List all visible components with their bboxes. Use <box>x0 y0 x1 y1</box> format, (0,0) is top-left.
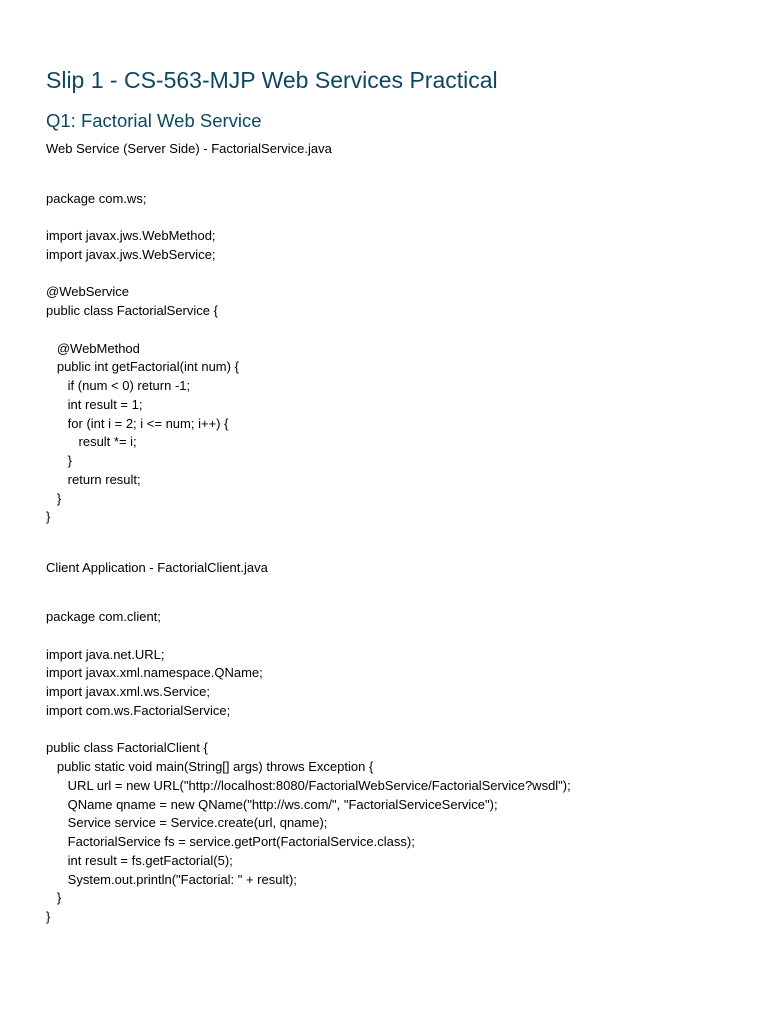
code-line: QName qname = new QName("http://ws.com/", "FactorialServiceService"); <box>46 796 498 812</box>
code-line: int result = 1; <box>46 396 143 412</box>
code-line <box>46 721 571 740</box>
code-line: public int getFactorial(int num) { <box>46 359 239 375</box>
code-line: public class FactorialClient { <box>46 740 208 756</box>
server-code-block <box>46 190 239 528</box>
code-line: } <box>46 909 51 924</box>
code-line: } <box>46 453 73 468</box>
code-line: import java.net.URL; <box>46 646 165 662</box>
code-line: @WebService <box>46 284 130 300</box>
code-line: Service service = Service.create(url, qname); <box>46 815 328 831</box>
code-line: URL url = new URL("http://localhost:8080/FactorialWebService/FactorialService?wsdl"); <box>46 777 571 793</box>
code-line: } <box>46 509 51 525</box>
code-line <box>46 208 239 227</box>
code-line: public class FactorialService { <box>46 303 218 318</box>
client-code-label: Client Application - FactorialClient.java <box>46 559 268 575</box>
code-line: public static void main(String[] args) throws Exception { <box>46 759 374 774</box>
code-line: @WebMethod <box>46 340 140 356</box>
document-title: Slip 1 - CS-563-MJP Web Services Practical <box>46 67 498 93</box>
server-code-label: Web Service (Server Side) - FactorialService.java <box>46 141 332 156</box>
code-line: result *= i; <box>46 434 137 450</box>
code-line: } <box>46 890 62 906</box>
code-line: return result; <box>46 471 141 487</box>
code-line: import javax.jws.WebService; <box>46 246 216 262</box>
question-heading: Q1: Factorial Web Service <box>46 110 262 131</box>
code-line: package com.ws; <box>46 190 147 206</box>
code-line: package com.client; <box>46 609 161 624</box>
code-line <box>46 321 239 340</box>
code-line <box>46 627 571 646</box>
code-line: System.out.println("Factorial: " + result); <box>46 871 297 887</box>
code-line: import javax.xml.namespace.QName; <box>46 665 263 681</box>
code-line: } <box>46 490 62 506</box>
code-line: for (int i = 2; i <= num; i++) { <box>46 415 229 431</box>
code-line: import com.ws.FactorialService; <box>46 702 231 718</box>
code-line: if (num < 0) return -1; <box>46 378 191 393</box>
code-line <box>46 265 239 284</box>
code-line: import javax.jws.WebMethod; <box>46 228 216 243</box>
code-line: int result = fs.getFactorial(5); <box>46 852 233 868</box>
code-line: import javax.xml.ws.Service; <box>46 684 210 699</box>
code-line: FactorialService fs = service.getPort(FactorialService.class); <box>46 834 415 849</box>
client-code-block <box>46 608 571 927</box>
